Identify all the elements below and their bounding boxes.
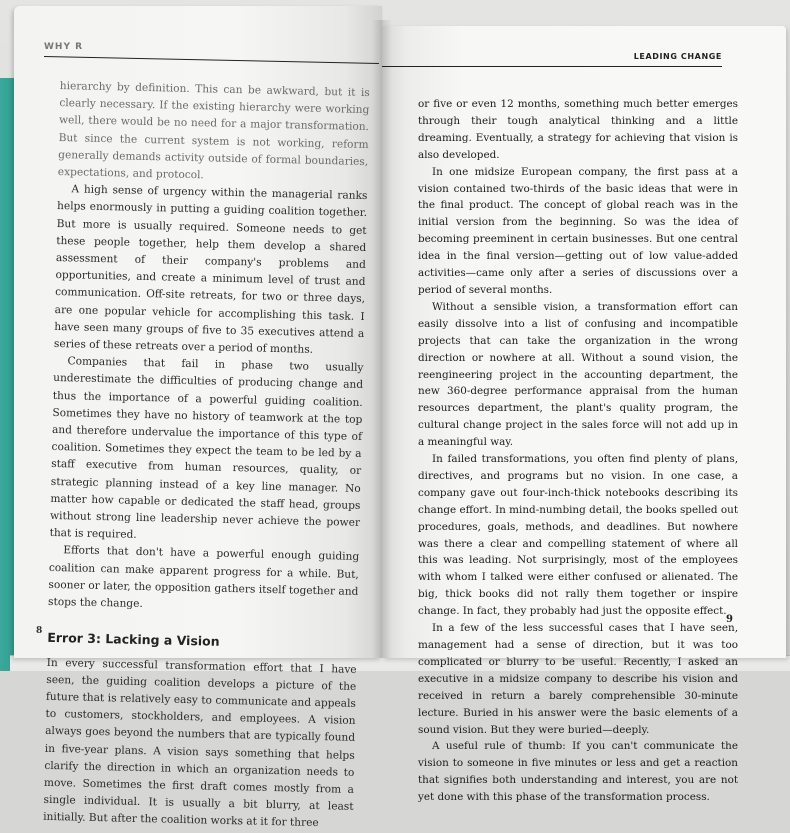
right-page-number: 9: [726, 614, 733, 625]
book-gutter: [372, 20, 392, 658]
paragraph: Companies that fail in phase two usually underestimate the difficulties of producing change and thus the importance of a powerful guiding coalition. Sometimes they have no history of teamwork at the top and therefore undervalue the importance of this type of coalition. Sometimes they expect the team to be led by a staff executive from human resources, quality, or strategic planning instead of a key line manager. No matter how capable or dedicated the staff head, groups without strong line leadership never achieve the power that is required.: [49, 355, 364, 542]
right-page-text: [418, 96, 738, 806]
paragraph: In one midsize European company, the first pass at a vision contained two-thirds of the basic ideas that were in the final product. The concept of global reach was in the initial version from the beginning. So was the idea of becoming preeminent in certain businesses. But one central idea in the final version—getting out of low value-added activities—came only after a series of discussions over a period of several months.: [418, 165, 738, 296]
section-heading: Error 3: Lacking a Vision: [47, 630, 220, 650]
left-running-head: WHY R: [44, 42, 84, 52]
right-header-rule: [382, 66, 722, 67]
left-page-header: [44, 38, 374, 58]
paragraph: In failed transformations, you often find plenty of plans, directives, and programs but no vision. In one case, a company gave out four-inch-thick notebooks describing its change effort. In mind-numbing detail, the books spelled out procedures, goals, methods, and deadlines. But nowhere was there a clear and compelling statement of where all this was leading. Not surprisingly, most of the employees with whom I talked were either confused or alienated. The big, thick books did not rally them together or inspire change. In fact, they probably had just the opposite effect.: [418, 453, 738, 618]
paragraph: Without a sensible vision, a transformation effort can easily dissolve into a list of confusing and incompatible projects that can take the organization in the wrong direction or nowhere at all. Without a sound vision, the reengineering project in the accounting department, the new 360-degree performance appraisal from the human resources department, the plant's quality program, the cultural change project in the sales force will not add up in a meaningful way.: [418, 300, 738, 449]
left-page-text: [43, 78, 370, 833]
paragraph: In every successful transformation effort that I have seen, the guiding coalition develops a picture of the future that is relatively easy to communicate and appeals to customers, stockholders, and employees. A vision always goes beyond the numbers that are typically found in five-year plans. A vision says something that helps clarify the direction in which an organization needs to move. Sometimes the first draft comes mostly from a single individual. It is usually a bit blurry, at least initially. But after the coalition works at it for three: [43, 656, 357, 830]
right-page-header: [382, 48, 722, 70]
right-running-head: LEADING CHANGE: [633, 52, 722, 61]
paragraph: A useful rule of thumb: If you can't communicate the vision to someone in five minutes or less and get a reaction that signifies both understanding and interest, you are not yet done with this phase of the transformation process.: [418, 740, 738, 804]
paragraph: or five or even 12 months, something much better emerges through their tough analytical thinking and a little dreaming. Eventually, a strategy for achieving that vision is also developed.: [418, 98, 738, 161]
paragraph: A high sense of urgency within the managerial ranks helps enormously in putting a guiding coalition together. But more is usually required. Someone needs to get these people together, help them develop a shared assessment of their company's problems and opportunities, and create a minimum level of trust and communication. Off-site retreats, for two or three days, are one popular vehicle for accomplishing this task. I have seen many groups of five to 35 executives attend a series of these retreats over a period of months.: [53, 183, 368, 356]
paragraph: In a few of the less successful cases that I have seen, management had a sense of direction, but it was too complicated or blurry to be useful. Recently, I asked an executive in a midsize company to describe his vision and received in return a barely comprehensible 30-minute lecture. Buried in his answer were the basic elements of a sound vision. But they were buried—deeply.: [418, 622, 738, 736]
left-page-number: 8: [36, 626, 43, 636]
paragraph: Efforts that don't have a powerful enough guiding coalition can make apparent progress for a while. But, sooner or later, the opposition gathers itself together and stops the change.: [47, 544, 360, 611]
paragraph: hierarchy by definition. This can be awkward, but it is clearly necessary. If the existing hierarchy were working well, there would be no need for a major transformation. But since the current system is not working, reform generally demands activity outside of formal boundaries, expectations, and protocol.: [57, 79, 370, 182]
